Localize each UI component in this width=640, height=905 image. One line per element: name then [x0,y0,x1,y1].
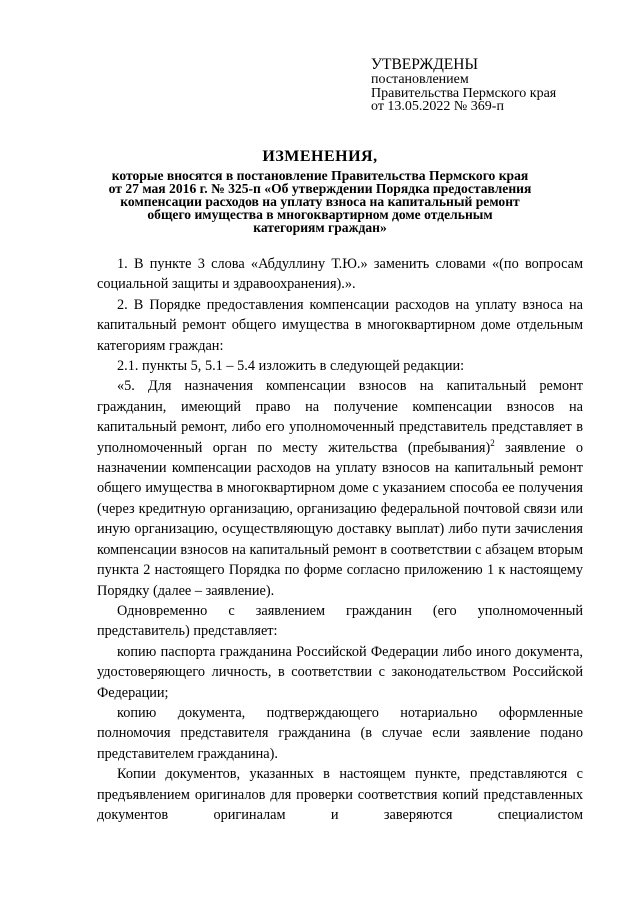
heading-line-4: общего имущества в многоквартирном доме отдельным [147,207,493,223]
heading-line-3: компенсации расходов на уплату взноса на капитальный ремонт [120,194,520,210]
approval-line-2: Правительства Пермского края [371,85,557,101]
paragraph-3: 2.1. пункты 5, 5.1 – 5.4 изложить в следующей редакции: [117,358,465,375]
paragraph-2: 2. В Порядке предоставления компенсации расходов на уплату взноса на капитальный ремонт общего имущества в многоквартирном доме отдельным категориям граждан: [97,296,583,354]
heading-title: ИЗМЕНЕНИЯ, [262,148,378,165]
paragraph-8: Копии документов, указанных в настоящем пункте, представляются с предъявлением оригиналов для проверки соответствия копий представленных документов оригиналам и заверяются специалистом [97,766,583,823]
approval-title: УТВЕРЖДЕНЫ [371,56,478,73]
paragraph-4 [97,376,583,600]
heading-line-1: которые вносятся в постановление Правительства Пермского края [111,168,529,183]
paragraph-5: Одновременно с заявлением гражданин (его уполномоченный представитель) представляет: [97,602,583,640]
approval-stamp [371,57,621,114]
paragraph-4-text-a: «5. Для назначения компенсации взносов на капитальный ремонт гражданин, имеющий право на получение компенсации взносов на капитальный ремонт, либо его уполномоченный представитель представляет в уполномоченный орган по месту жительства (пребывания) [97,378,583,456]
approval-line-1: постановлением [371,72,469,87]
paragraph-7: копию документа, подтверждающего нотариально оформленные полномочия представителя гражданина (в случае если заявление подано представителем гражданина). [97,704,583,762]
document-body [97,254,583,825]
paragraph-4-text-b: заявление о назначении компенсации расходов на уплату взносов на капитальный ремонт общего имущества в многоквартирном доме с указанием способа ее получения (через кредитную организацию, организацию федеральной почтовой связи или иную организацию, осуществляющую доставку выплат) либо пути зачисления компенсации взносов на капитальный ремонт в соответствии с абзацем вторым пункта 2 настоящего Порядка по форме согласно приложению 1 к настоящему Порядку (далее – заявление). [97,439,583,599]
heading-line-2: от 27 мая 2016 г. № 325-п «Об утверждении Порядка предоставления [108,181,532,197]
approval-line-3: от 13.05.2022 № 369-п [371,99,504,114]
paragraph-1: 1. В пункте 3 слова «Абдуллину Т.Ю.» заменить словами «(по вопросам социальной защиты и здравоохранения).». [97,256,583,293]
document-heading [80,147,560,234]
heading-line-5: категориям граждан» [253,220,387,236]
footnote-marker: 2 [490,437,495,448]
paragraph-6: копию паспорта гражданина Российской Федерации либо иного документа, удостоверяющего личность, в соответствии с законодательством Российской Федерации; [97,643,583,701]
